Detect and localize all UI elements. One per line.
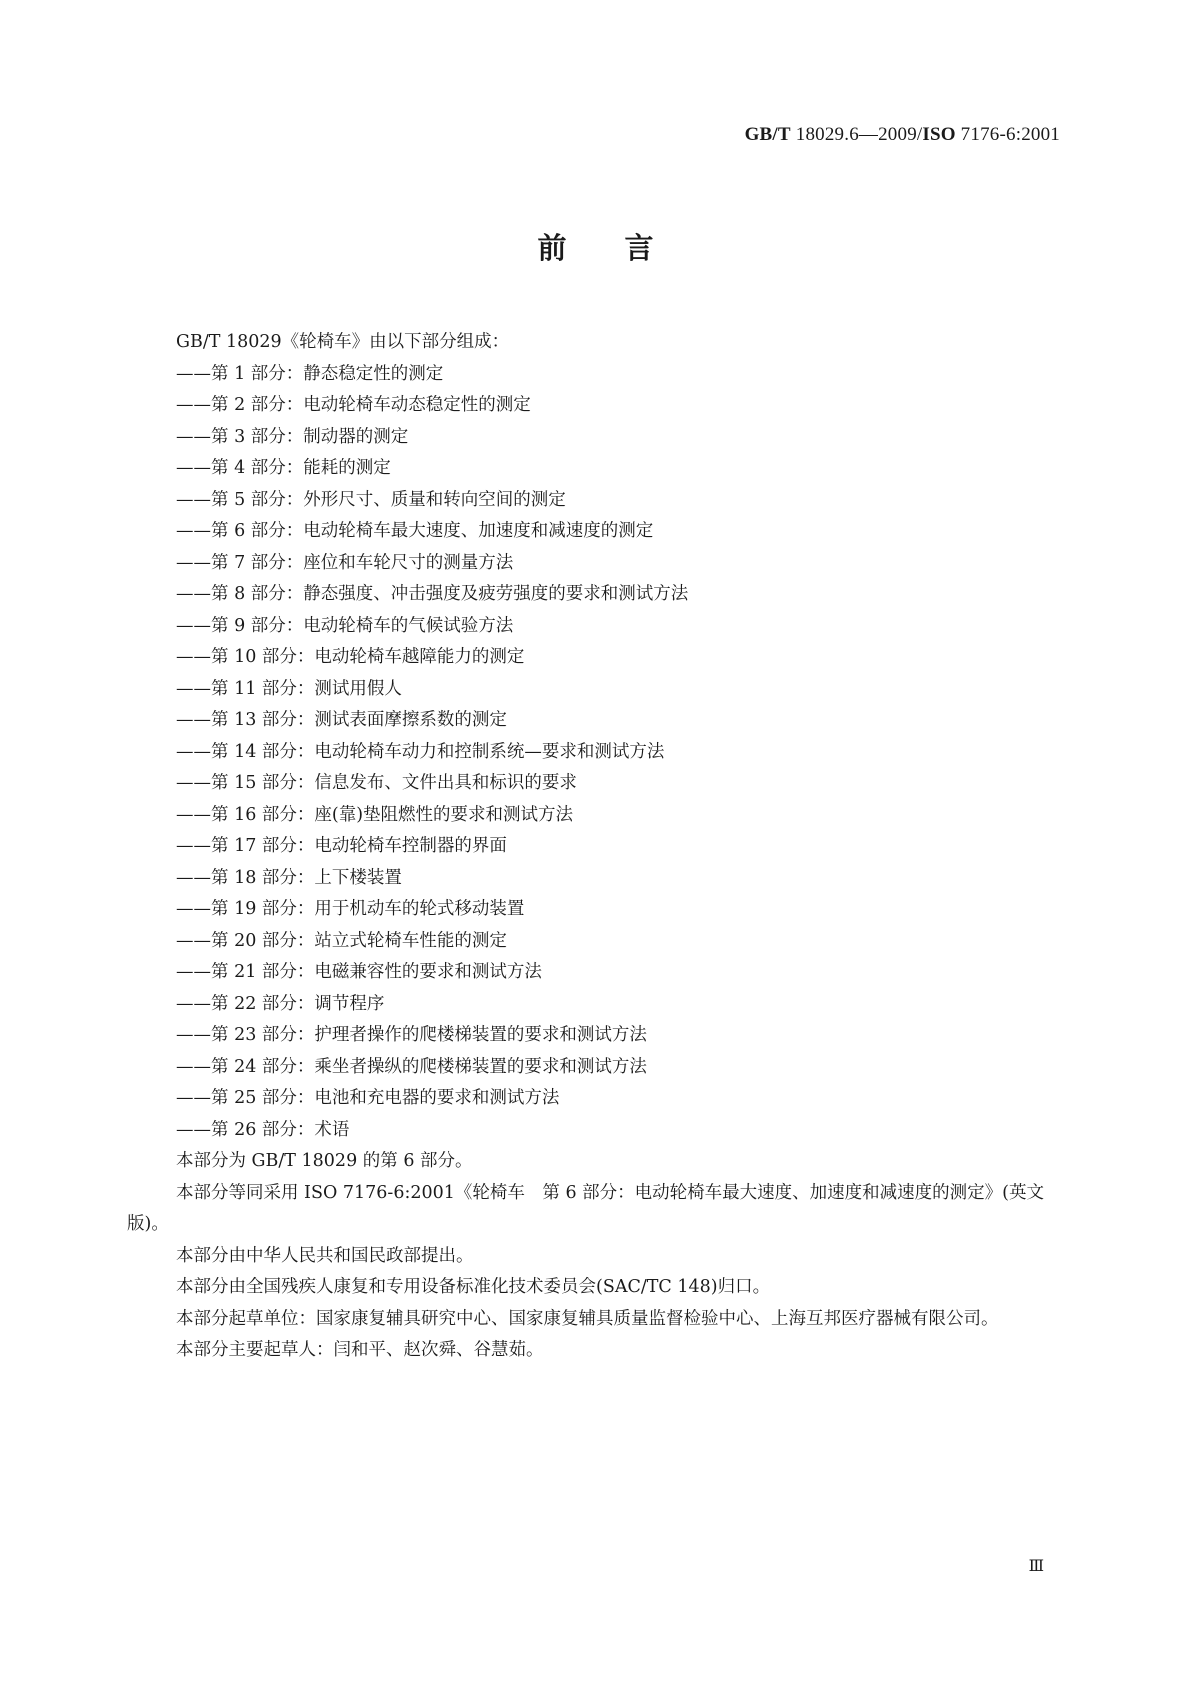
part-item: ——第 6 部分：电动轮椅车最大速度、加速度和减速度的测定 xyxy=(176,521,654,541)
iso-prefix: ISO xyxy=(922,124,956,145)
part-item: ——第 21 部分：电磁兼容性的要求和测试方法 xyxy=(176,962,542,982)
part-item: ——第 16 部分：座(靠)垫阻燃性的要求和测试方法 xyxy=(176,804,574,825)
foreword-body xyxy=(127,327,1064,1367)
page-title: 前言 xyxy=(537,231,712,265)
part-item: ——第 24 部分：乘坐者操纵的爬楼梯装置的要求和测试方法 xyxy=(176,1056,647,1077)
part-item: ——第 26 部分：术语 xyxy=(176,1119,350,1140)
paragraph-drafters: 本部分主要起草人：闫和平、赵次舜、谷慧茹。 xyxy=(176,1340,544,1360)
part-item: ——第 7 部分：座位和车轮尺寸的测量方法 xyxy=(176,552,514,573)
part-item: ——第 1 部分：静态稳定性的测定 xyxy=(176,363,444,384)
paragraph-committee: 本部分由全国残疾人康复和专用设备标准化技术委员会(SAC/TC 148)归口。 xyxy=(176,1277,771,1297)
part-item: ——第 9 部分：电动轮椅车的气候试验方法 xyxy=(176,615,514,636)
part-item: ——第 4 部分：能耗的测定 xyxy=(176,458,391,478)
intro-line: GB/T 18029《轮椅车》由以下部分组成： xyxy=(176,332,510,352)
page-number: Ⅲ xyxy=(1028,1558,1045,1575)
iso-number: 7176-6:2001 xyxy=(955,124,1060,145)
standard-code-header xyxy=(745,124,1060,146)
part-item: ——第 8 部分：静态强度、冲击强度及疲劳强度的要求和测试方法 xyxy=(176,584,689,604)
part-item: ——第 11 部分：测试用假人 xyxy=(176,678,402,699)
part-item: ——第 22 部分：调节程序 xyxy=(176,993,385,1014)
standard-prefix: GB/T xyxy=(744,124,791,145)
part-item: ——第 17 部分：电动轮椅车控制器的界面 xyxy=(176,836,507,856)
part-item: ——第 5 部分：外形尺寸、质量和转向空间的测定 xyxy=(176,489,566,510)
paragraph-proposer: 本部分由中华人民共和国民政部提出。 xyxy=(176,1245,474,1266)
paragraph-drafting-units: 本部分起草单位：国家康复辅具研究中心、国家康复辅具质量监督检验中心、上海互邦医疗器械有限公司。 xyxy=(176,1308,999,1329)
part-item: ——第 19 部分：用于机动车的轮式移动装置 xyxy=(176,899,525,919)
paragraph-part-statement: 本部分为 GB/T 18029 的第 6 部分。 xyxy=(176,1151,473,1171)
part-item: ——第 14 部分：电动轮椅车动力和控制系统—要求和测试方法 xyxy=(176,741,665,762)
part-item: ——第 25 部分：电池和充电器的要求和测试方法 xyxy=(176,1088,560,1108)
part-item: ——第 10 部分：电动轮椅车越障能力的测定 xyxy=(176,647,525,667)
part-item: ——第 13 部分：测试表面摩擦系数的测定 xyxy=(176,710,507,730)
standard-number: 18029.6—2009/ xyxy=(790,124,923,145)
part-item: ——第 2 部分：电动轮椅车动态稳定性的测定 xyxy=(176,395,531,415)
paragraph-adoption: 本部分等同采用 ISO 7176-6:2001《轮椅车 第 6 部分：电动轮椅车最大速度、加速度和减速度的测定》(英文版)。 xyxy=(127,1182,1044,1234)
part-item: ——第 23 部分：护理者操作的爬楼梯装置的要求和测试方法 xyxy=(176,1025,647,1045)
part-item: ——第 20 部分：站立式轮椅车性能的测定 xyxy=(176,930,507,951)
part-item: ——第 18 部分：上下楼装置 xyxy=(176,867,402,888)
part-item: ——第 15 部分：信息发布、文件出具和标识的要求 xyxy=(176,773,577,793)
part-item: ——第 3 部分：制动器的测定 xyxy=(176,426,409,447)
